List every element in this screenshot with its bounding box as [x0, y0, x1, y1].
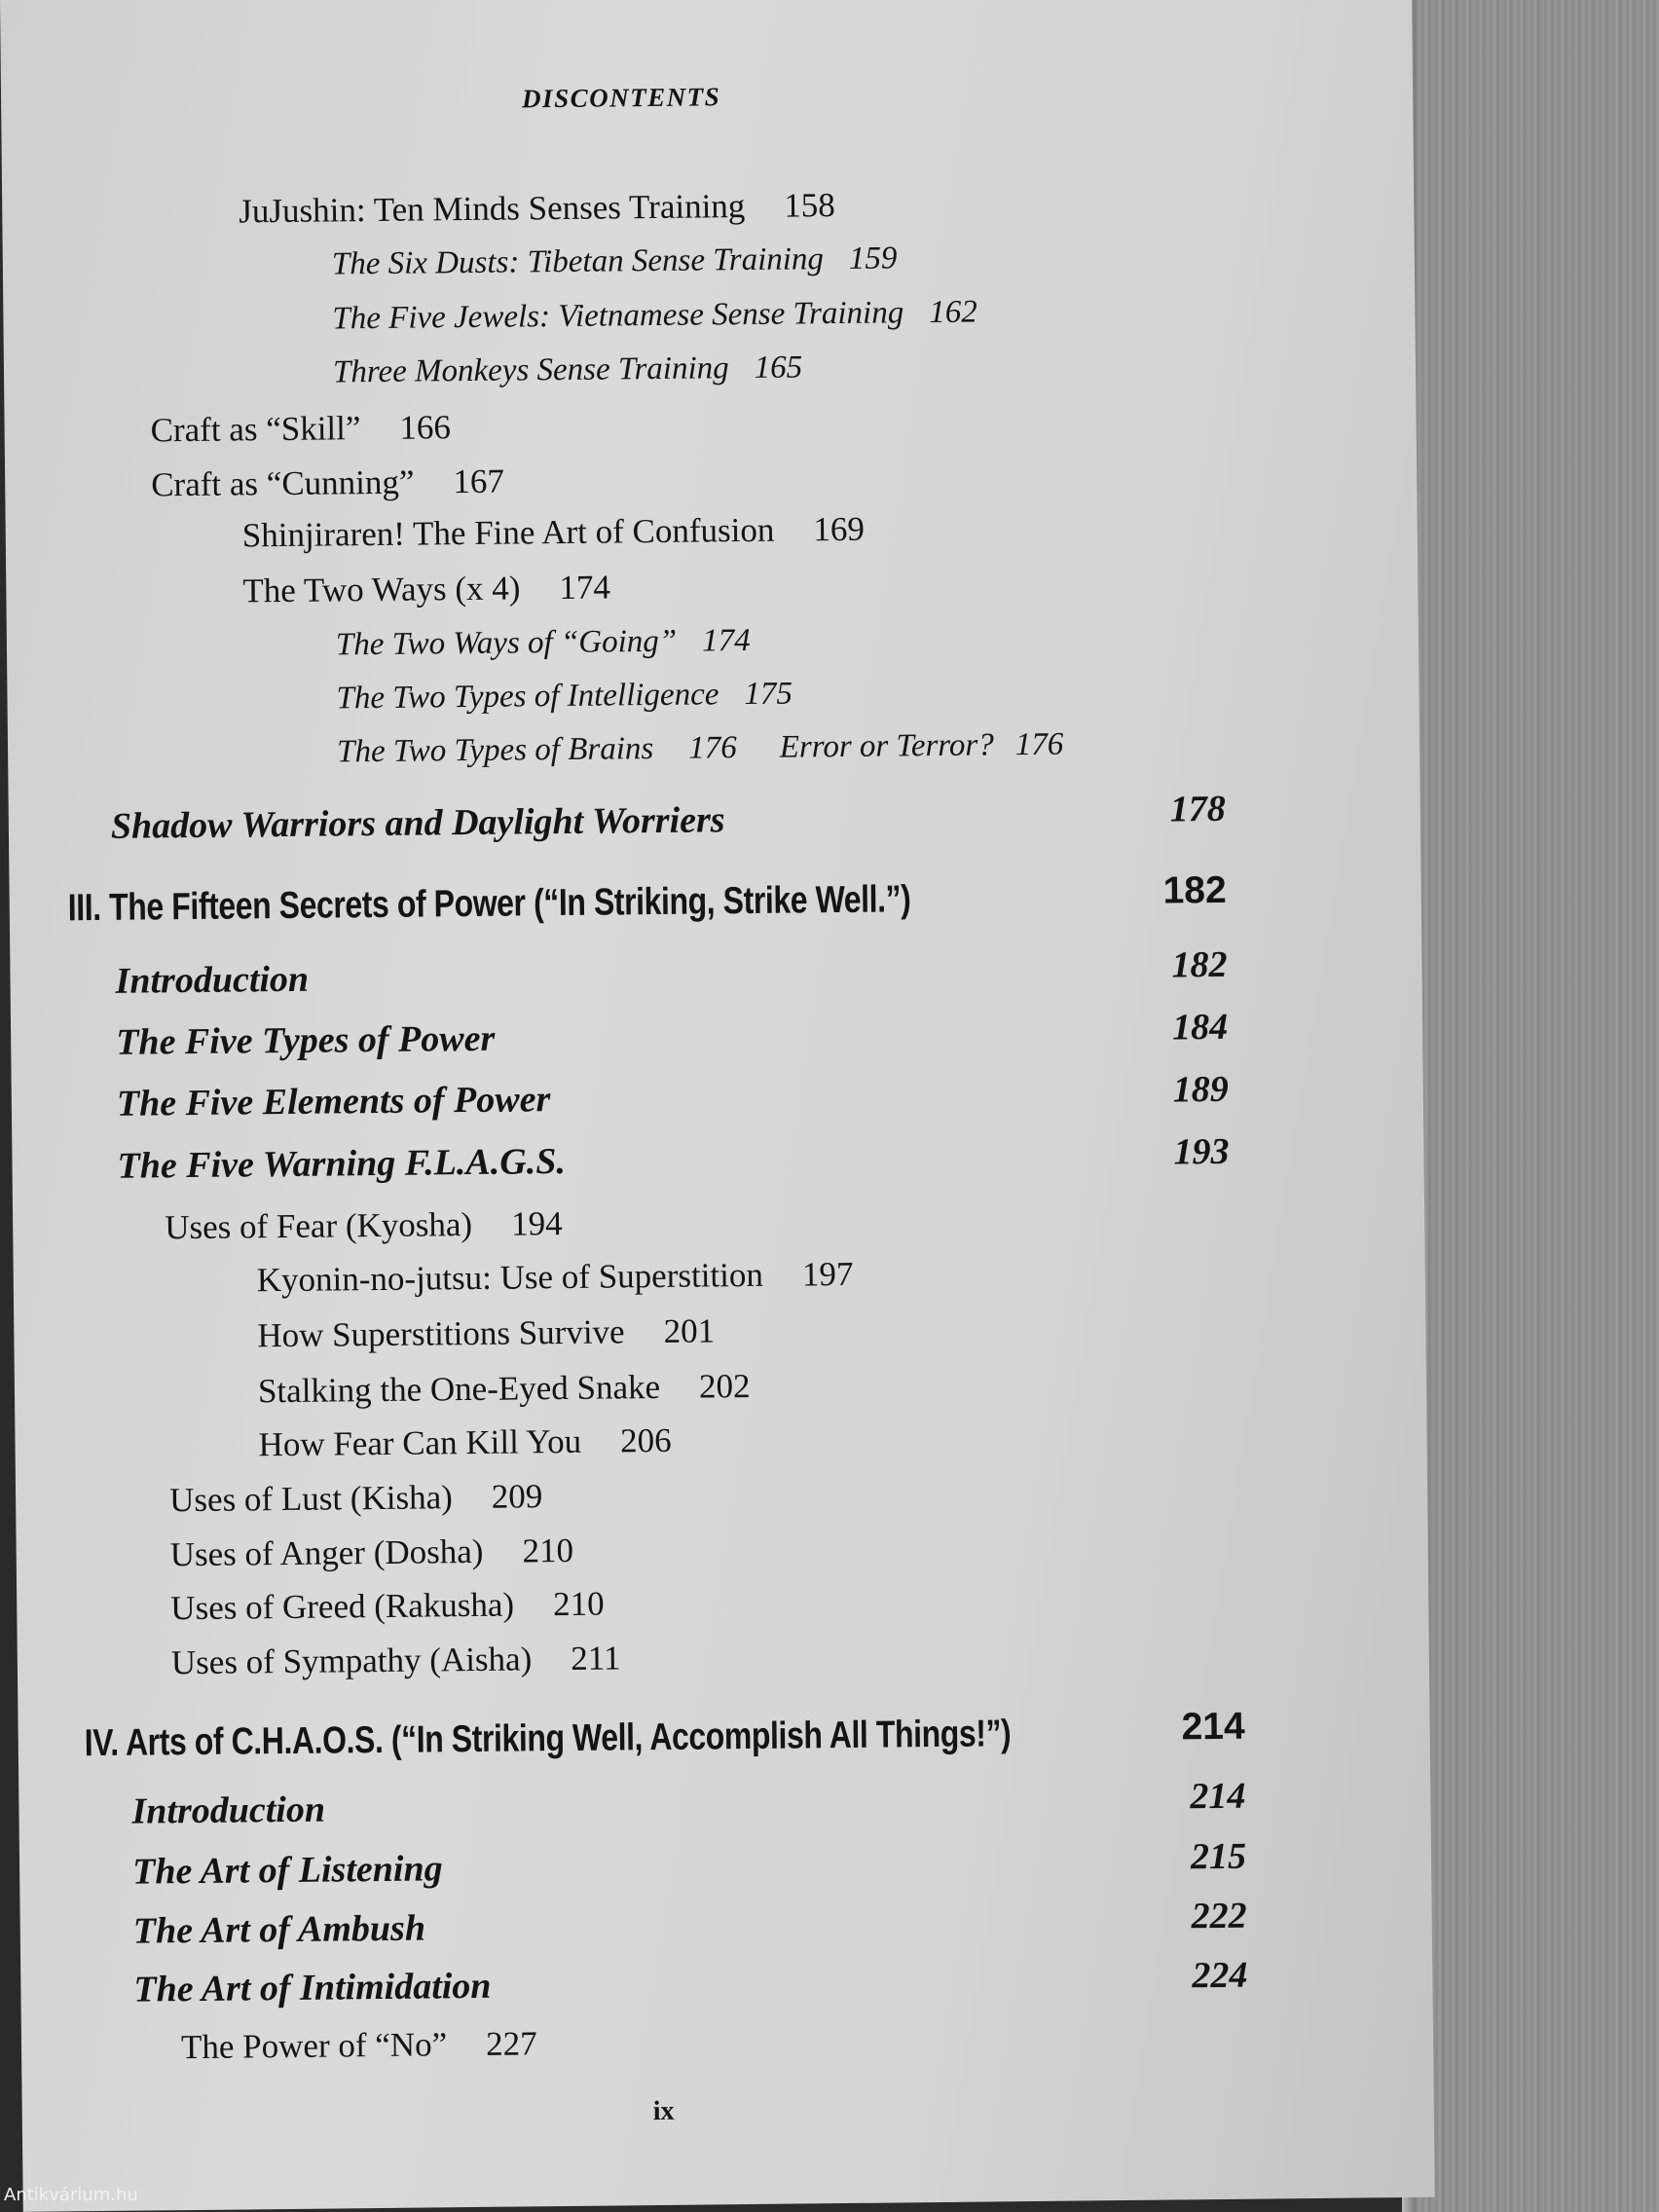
toc-entry: [258, 1421, 671, 1464]
toc-entry-page: 174: [701, 622, 751, 659]
toc-entry-page: 209: [491, 1477, 543, 1516]
toc-entry-title: Shinjiraren! The Fine Art of Confusion: [241, 510, 775, 555]
toc-entry-bold: Introduction: [115, 958, 310, 1002]
page-number: ix: [652, 2095, 675, 2127]
toc-entry-page: 222: [1191, 1895, 1247, 1937]
toc-entry: [336, 623, 751, 663]
toc-entry-title: Uses of Fear (Kyosha): [165, 1204, 473, 1247]
toc-entry-page: 158: [784, 186, 836, 225]
toc-entry-title: Stalking the One-Eyed Snake: [257, 1367, 661, 1411]
toc-entry-bold: The Five Warning F.L.A.G.S.: [117, 1140, 567, 1187]
toc-entry-extra-page: 176: [1014, 726, 1064, 763]
book-gutter: [1410, 0, 1659, 2212]
toc-entry-page: 176: [688, 730, 737, 766]
toc-entry-title: Craft as “Cunning”: [151, 462, 415, 504]
toc-entry: [257, 1311, 715, 1355]
toc-entry: [150, 408, 451, 450]
toc-entry: [332, 240, 898, 282]
toc-entry-title: Kyonin-no-jutsu: Use of Superstition: [256, 1255, 764, 1300]
running-header: DISCONTENTS: [521, 82, 721, 114]
toc-entry-title: JuJushin: Ten Minds Senses Training: [239, 186, 746, 231]
toc-entry: [171, 1639, 621, 1682]
toc-entry: [151, 462, 504, 505]
toc-entry: [169, 1477, 543, 1520]
toc-entry: [332, 295, 977, 338]
toc-entry: [257, 1255, 854, 1300]
toc-entry-page: 210: [552, 1584, 605, 1624]
toc-entry-page: 166: [399, 408, 452, 447]
toc-entry: [181, 2024, 537, 2067]
toc-entry: [165, 1204, 563, 1247]
toc-entry-title: Uses of Sympathy (Aisha): [170, 1640, 533, 1682]
toc-entry-bold: The Five Types of Power: [115, 1017, 496, 1063]
toc-entry-page: 178: [1169, 788, 1226, 830]
section-heading: III. The Fifteen Secrets of Power (“In Striking, Strike Well.”): [67, 878, 911, 930]
toc-entry-extra-title: Error or Terror?: [779, 727, 994, 765]
toc-entry-title: The Two Ways (x 4): [242, 569, 521, 610]
toc-entry-bold: The Five Elements of Power: [116, 1079, 551, 1124]
toc-entry-title: Uses of Anger (Dosha): [169, 1531, 484, 1574]
section-heading: IV. Arts of C.H.A.O.S. (“In Striking Well, Accomplish All Things!”): [84, 1713, 1012, 1765]
toc-entry-bold: The Art of Ambush: [132, 1907, 426, 1952]
toc-entry-page: 182: [1171, 943, 1228, 986]
toc-entry-title: The Two Types of Intelligence: [336, 677, 719, 717]
toc-entry-page: 211: [571, 1639, 621, 1677]
toc-entry-title: How Superstitions Survive: [257, 1312, 625, 1355]
toc-entry-title: Craft as “Skill”: [150, 409, 361, 450]
toc-entry-page: 206: [619, 1420, 672, 1460]
toc-entry-page: 189: [1172, 1068, 1230, 1111]
toc-entry-page: 224: [1192, 1954, 1248, 1997]
toc-entry-page: 167: [453, 461, 505, 501]
toc-entry-page: 227: [485, 2024, 537, 2063]
toc-entry-page: 210: [522, 1530, 574, 1570]
toc-entry-title: The Two Types of Brains: [336, 731, 654, 770]
toc-entry-page: 193: [1173, 1130, 1230, 1173]
watermark-text: Antikvárium.hu: [4, 2185, 138, 2205]
toc-entry-page: 169: [813, 509, 866, 549]
toc-entry-page: 202: [698, 1367, 751, 1406]
toc-entry-page: 165: [754, 350, 803, 386]
toc-entry-bold: The Art of Listening: [131, 1848, 443, 1893]
toc-entry-bold: Introduction: [131, 1788, 326, 1832]
toc-entry-bold: Shadow Warriors and Daylight Worriers: [110, 799, 725, 847]
toc-entry: [239, 186, 835, 231]
section-heading-page: 214: [1181, 1705, 1245, 1749]
toc-entry-page: 214: [1190, 1775, 1246, 1818]
toc-entry: [242, 510, 866, 556]
toc-entry-title: The Power of “No”: [180, 2025, 448, 2067]
toc-entry: [258, 1367, 751, 1411]
toc-entry: [333, 350, 803, 390]
toc-entry-page: 184: [1171, 1006, 1229, 1049]
toc-entry-title: Uses of Lust (Kisha): [168, 1478, 453, 1520]
toc-entry-page: 159: [848, 240, 898, 276]
toc-entry-page: 175: [744, 676, 793, 713]
toc-entry-title: The Six Dusts: Tibetan Sense Training: [331, 241, 825, 282]
toc-entry-page: 162: [929, 294, 977, 331]
toc-entry-bold: The Art of Intimidation: [133, 1965, 492, 2010]
toc-entry-page: 197: [801, 1254, 854, 1294]
toc-entry-page: 194: [510, 1204, 563, 1243]
toc-entry-title: How Fear Can Kill You: [258, 1421, 582, 1464]
toc-entry-title: The Five Jewels: Vietnamese Sense Training: [332, 295, 904, 337]
toc-entry: [242, 568, 610, 610]
toc-entry-page: 201: [663, 1311, 716, 1350]
toc-entry: [170, 1585, 605, 1629]
toc-entry-title: The Two Ways of “Going”: [335, 623, 678, 663]
toc-entry: [170, 1531, 574, 1574]
toc-entry-page: 174: [559, 568, 611, 608]
toc-entry-page: 215: [1190, 1835, 1247, 1878]
toc-entry-title: Three Monkeys Sense Training: [332, 350, 729, 390]
toc-entry: [337, 727, 1064, 771]
toc-entry-title: Uses of Greed (Rakusha): [170, 1585, 515, 1628]
section-heading-page: 182: [1162, 868, 1227, 912]
toc-entry: [336, 677, 793, 718]
